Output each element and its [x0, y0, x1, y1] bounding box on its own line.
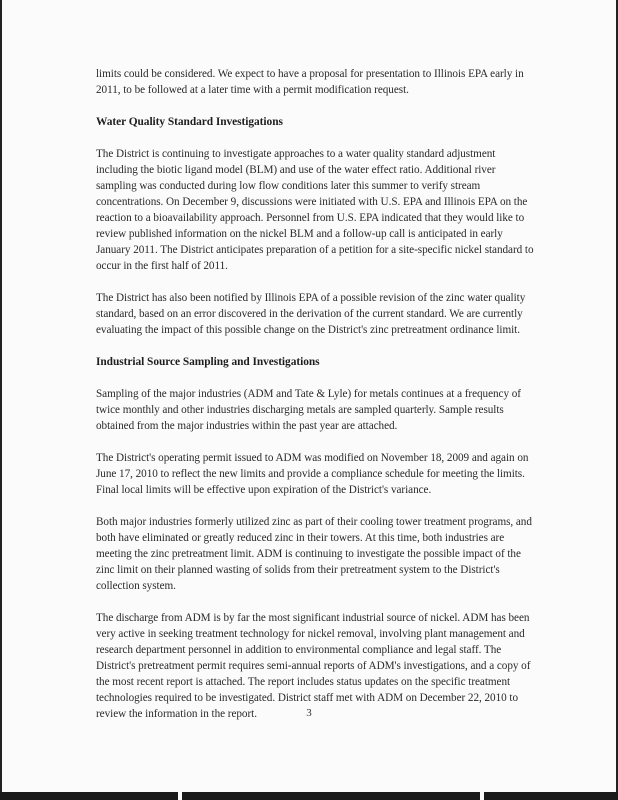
scan-border-left [0, 0, 2, 800]
page-number: 3 [306, 707, 312, 719]
paragraph: The discharge from ADM is by far the most significant industrial source of nickel. ADM has been very active in seeking treatment technology for nickel removal, involving plant management and research department personnel in addition to environmental compliance and legal staff. The District's pretreatment permit requires semi-annual reports of ADM's investigations, and a copy of the most recent report is attached. The report includes status updates on the specific treatment technologies required to be investigated. District staff met with ADM on December 22, 2010 to review the information in the report. [96, 612, 531, 720]
scan-border-gap [178, 792, 182, 800]
paragraph: Sampling of the major industries (ADM and Tate & Lyle) for metals continues at a frequency of twice monthly and other industries discharging metals are sampled quarterly. Sample results obtained from the major industries within the past year are attached. [96, 388, 521, 432]
scan-border-bottom [0, 792, 618, 800]
paragraph: The District's operating permit issued to ADM was modified on November 18, 2009 and again on June 17, 2010 to reflect the new limits and provide a compliance schedule for meeting the limits. Final local limits will be effective upon expiration of the District's variance. [96, 452, 529, 496]
paragraph: Both major industries formerly utilized zinc as part of their cooling tower treatment programs, and both have eliminated or greatly reduced zinc in their towers. At this time, both industries are meeting the zinc pretreatment limit. ADM is continuing to investigate the possible impact of the zinc limit on their planned wasting of solids from their pretreatment system to the District's collection system. [96, 516, 532, 592]
section-heading: Industrial Source Sampling and Investigations [96, 356, 320, 368]
paragraph: The District is continuing to investigate approaches to a water quality standard adjustment including the biotic ligand model (BLM) and use of the water effect ratio. Additional river sampling was conducted during low flow conditions later this summer to verify stream concentrations. On December 9, discussions were initiated with U.S. EPA and Illinois EPA on the reaction to a bioavailability approach. Personnel from U.S. EPA indicated that they would like to review published information on the nickel BLM and a follow-up call is anticipated in early January 2011. The District anticipates preparation of a petition for a site-specific nickel standard to occur in the first half of 2011. [96, 148, 534, 272]
document-body [96, 66, 534, 738]
paragraph: limits could be considered. We expect to have a proposal for presentation to Illinois EPA early in 2011, to be followed at a later time with a permit modification request. [96, 68, 524, 96]
section-heading: Water Quality Standard Investigations [96, 116, 283, 128]
scan-border-gap [480, 792, 484, 800]
paragraph: The District has also been notified by Illinois EPA of a possible revision of the zinc water quality standard, based on an error discovered in the derivation of the current standard. We are currently evaluating the impact of this possible change on the District's zinc pretreatment ordinance limit. [96, 292, 526, 336]
